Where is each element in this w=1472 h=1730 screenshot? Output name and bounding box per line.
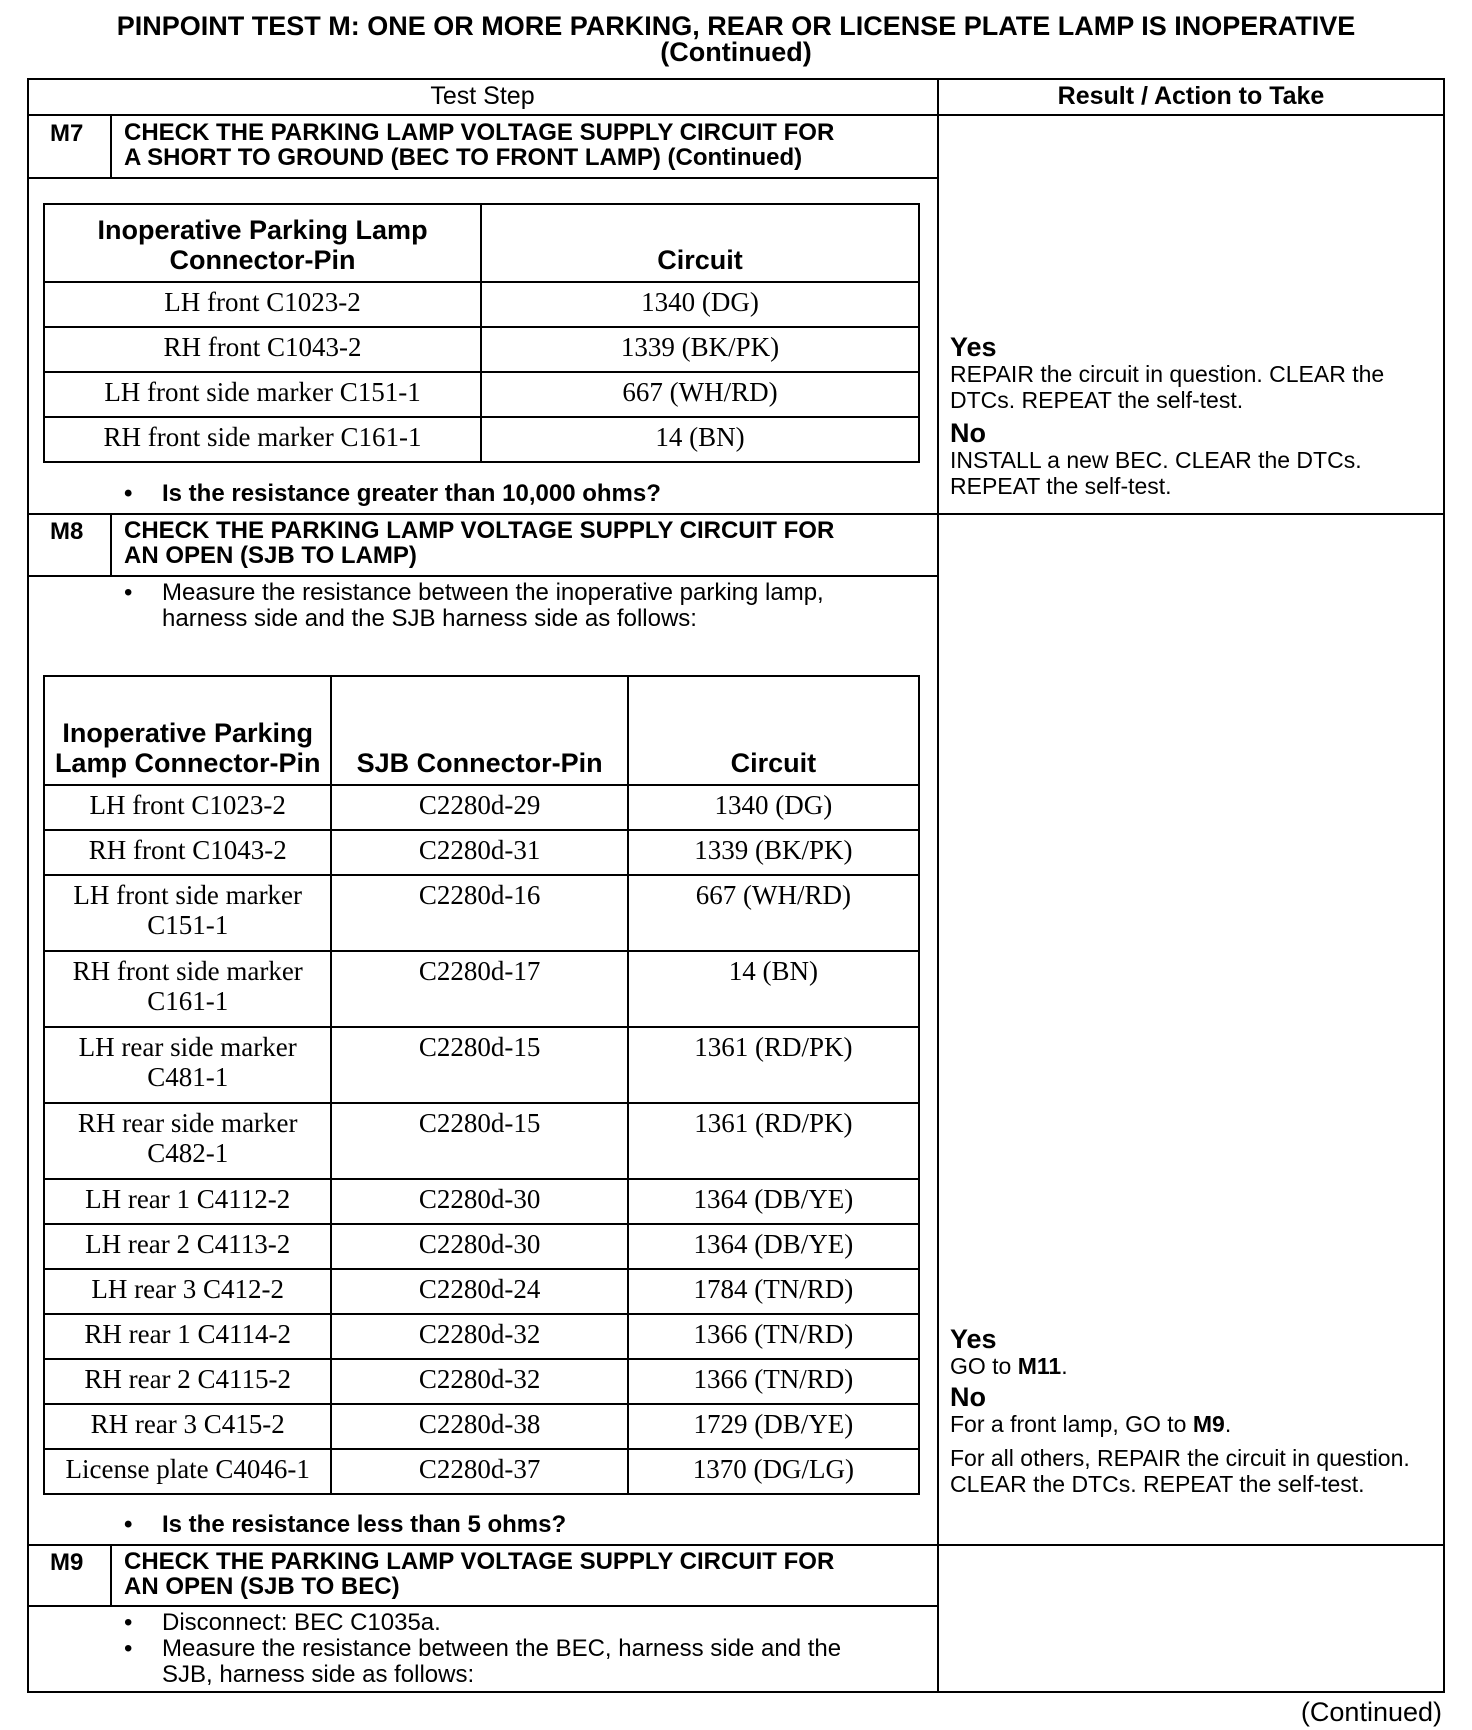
- m8-cell-lamp: LH rear 3 C412-2: [44, 1269, 331, 1314]
- m8-col-circuit-header: Circuit: [628, 676, 919, 785]
- page-subtitle: (Continued): [660, 37, 812, 67]
- step-title-m7-line1: CHECK THE PARKING LAMP VOLTAGE SUPPLY CIRCUIT FOR: [124, 119, 835, 146]
- m8-cell-circuit: 1364 (DB/YE): [628, 1179, 919, 1224]
- table-row: [44, 951, 919, 1027]
- m7-question-text: Is the resistance greater than 10,000 ohms?: [162, 480, 661, 507]
- m7-id-divider: [110, 114, 112, 178]
- m8-cell-circuit: 1784 (TN/RD): [628, 1269, 919, 1314]
- m7-no-text: INSTALL a new BEC. CLEAR the DTCs. REPEAT the self-test.: [950, 447, 1362, 499]
- header-divider: [27, 114, 1445, 116]
- m8-instruction-text: [162, 580, 824, 632]
- m8-cell-sjb: C2280d-29: [331, 785, 627, 830]
- m8-col-sjb-header: SJB Connector-Pin: [331, 676, 627, 785]
- m8-cell-circuit: 1370 (DG/LG): [628, 1449, 919, 1494]
- m8-no-ref: M9: [1192, 1411, 1225, 1437]
- m8-id-divider: [110, 513, 112, 576]
- m8-cell-lamp: RH front side marker C161-1: [44, 951, 331, 1027]
- m8-cell-circuit: 1364 (DB/YE): [628, 1224, 919, 1269]
- test-step-header: Test Step: [430, 82, 535, 110]
- bullet-icon: •: [124, 579, 133, 606]
- m9-bullet-2-line2: SJB, harness side as follows:: [162, 1661, 475, 1688]
- table-row: [44, 1404, 919, 1449]
- m8-cell-sjb: C2280d-24: [331, 1269, 627, 1314]
- m8-cell-circuit: 1366 (TN/RD): [628, 1314, 919, 1359]
- table-row: [44, 1103, 919, 1179]
- m7-cell-connector: RH front C1043-2: [44, 327, 481, 372]
- m8-cell-sjb: C2280d-30: [331, 1179, 627, 1224]
- m7-yes-label: Yes: [950, 332, 997, 362]
- table-row: [44, 1314, 919, 1359]
- m8-row-divider: [27, 1544, 1445, 1546]
- m8-cell-sjb: C2280d-17: [331, 951, 627, 1027]
- step-id-m9: M9: [50, 1549, 84, 1576]
- m8-cell-circuit: 1339 (BK/PK): [628, 830, 919, 875]
- m8-cell-sjb: C2280d-31: [331, 830, 627, 875]
- m7-result: [950, 333, 1440, 499]
- table-row: [44, 327, 919, 372]
- m7-no-label: No: [950, 418, 986, 448]
- m8-yes-ref: M11: [1017, 1353, 1062, 1379]
- table-row: [44, 1269, 919, 1314]
- step-title-m9-line1: CHECK THE PARKING LAMP VOLTAGE SUPPLY CIRCUIT FOR: [124, 1548, 835, 1575]
- m8-cell-lamp: License plate C4046-1: [44, 1449, 331, 1494]
- bullet-icon: •: [124, 1635, 133, 1662]
- step-id-m7: M7: [50, 120, 84, 147]
- m7-cell-circuit: 1339 (BK/PK): [481, 327, 919, 372]
- m8-yes-post: .: [1061, 1353, 1068, 1379]
- m8-yes-text: [950, 1353, 1440, 1379]
- m8-cell-sjb: C2280d-37: [331, 1449, 627, 1494]
- m8-cell-lamp: LH rear side marker C481-1: [44, 1027, 331, 1103]
- m8-cell-lamp: LH front side marker C151-1: [44, 875, 331, 951]
- m7-cell-connector: LH front C1023-2: [44, 282, 481, 327]
- m8-cell-lamp: LH rear 2 C4113-2: [44, 1224, 331, 1269]
- m7-col-circuit-header: Circuit: [481, 204, 919, 282]
- m8-cell-sjb: C2280d-16: [331, 875, 627, 951]
- m8-cell-lamp: RH rear 3 C415-2: [44, 1404, 331, 1449]
- m7-cell-circuit: 1340 (DG): [481, 282, 919, 327]
- m7-cell-circuit: 14 (BN): [481, 417, 919, 462]
- m8-question: [124, 1512, 904, 1540]
- m8-yes-label: Yes: [950, 1324, 997, 1354]
- m7-row-divider: [27, 513, 1445, 515]
- m9-bullet-1: [124, 1610, 924, 1636]
- m8-cell-circuit: 1366 (TN/RD): [628, 1359, 919, 1404]
- m8-cell-lamp: RH rear 2 C4115-2: [44, 1359, 331, 1404]
- m9-title-divider: [27, 1605, 938, 1607]
- m7-connector-table: [43, 203, 920, 463]
- bullet-icon: •: [124, 1609, 133, 1636]
- bullet-icon: •: [124, 1511, 133, 1538]
- table-row: [44, 830, 919, 875]
- m7-yes-text: REPAIR the circuit in question. CLEAR the DTCs. REPEAT the self-test.: [950, 361, 1385, 413]
- m8-no-text: [950, 1411, 1440, 1437]
- m8-cell-lamp: LH front C1023-2: [44, 785, 331, 830]
- m7-cell-circuit: 667 (WH/RD): [481, 372, 919, 417]
- m8-col-lamp-header: Inoperative Parking Lamp Connector-Pin: [44, 676, 331, 785]
- m8-others-text: For all others, REPAIR the circuit in question. CLEAR the DTCs. REPEAT the self-test.: [950, 1445, 1410, 1497]
- table-row: [44, 1027, 919, 1103]
- m8-cell-sjb: C2280d-15: [331, 1103, 627, 1179]
- m9-bullet-1-text: Disconnect: BEC C1035a.: [162, 1609, 441, 1636]
- table-row: [44, 372, 919, 417]
- m7-title-divider: [27, 177, 938, 179]
- m8-cell-circuit: 1361 (RD/PK): [628, 1027, 919, 1103]
- m8-instruction-line2: harness side and the SJB harness side as follows:: [162, 605, 697, 632]
- m8-cell-lamp: RH rear 1 C4114-2: [44, 1314, 331, 1359]
- m9-bullet-2-line1: Measure the resistance between the BEC, harness side and the: [162, 1635, 842, 1662]
- m8-connector-table: [43, 675, 920, 1495]
- m8-cell-circuit: 14 (BN): [628, 951, 919, 1027]
- table-row: [44, 1449, 919, 1494]
- m8-cell-sjb: C2280d-32: [331, 1359, 627, 1404]
- m8-cell-sjb: C2280d-32: [331, 1314, 627, 1359]
- m9-bullet-2-text: [162, 1636, 841, 1688]
- table-row: [44, 1359, 919, 1404]
- m8-result: [950, 1325, 1440, 1497]
- m8-cell-circuit: 1340 (DG): [628, 785, 919, 830]
- m9-bullet-2: [124, 1636, 924, 1688]
- result-header: Result / Action to Take: [1057, 82, 1325, 110]
- footer-continued: (Continued): [1300, 1697, 1442, 1727]
- step-title-m8-line1: CHECK THE PARKING LAMP VOLTAGE SUPPLY CIRCUIT FOR: [124, 517, 835, 544]
- table-row: [44, 282, 919, 327]
- m8-no-pre: For a front lamp, GO to: [950, 1411, 1193, 1437]
- m8-title-divider: [27, 575, 938, 577]
- table-row: [44, 1179, 919, 1224]
- m8-no-label: No: [950, 1382, 986, 1412]
- step-title-m7-line2: A SHORT TO GROUND (BEC TO FRONT LAMP) (Continued): [124, 144, 803, 171]
- m7-cell-connector: LH front side marker C151-1: [44, 372, 481, 417]
- column-divider: [937, 78, 939, 1693]
- m8-instruction: [124, 580, 924, 632]
- step-id-m8: M8: [50, 518, 84, 545]
- m8-cell-sjb: C2280d-30: [331, 1224, 627, 1269]
- m8-cell-circuit: 667 (WH/RD): [628, 875, 919, 951]
- table-row: [44, 1224, 919, 1269]
- page-title: PINPOINT TEST M: ONE OR MORE PARKING, REAR OR LICENSE PLATE LAMP IS INOPERATIVE: [116, 11, 1356, 41]
- table-row: [44, 785, 919, 830]
- step-title-m9-line2: AN OPEN (SJB TO BEC): [124, 1573, 400, 1600]
- m8-cell-lamp: RH front C1043-2: [44, 830, 331, 875]
- m9-id-divider: [110, 1544, 112, 1606]
- m8-cell-circuit: 1361 (RD/PK): [628, 1103, 919, 1179]
- m8-cell-circuit: 1729 (DB/YE): [628, 1404, 919, 1449]
- m8-instruction-line1: Measure the resistance between the inoperative parking lamp,: [162, 579, 824, 606]
- m8-no-post: .: [1224, 1411, 1232, 1437]
- m7-col-connector-header: Inoperative Parking Lamp Connector-Pin: [44, 204, 481, 282]
- m8-cell-sjb: C2280d-15: [331, 1027, 627, 1103]
- m8-cell-lamp: LH rear 1 C4112-2: [44, 1179, 331, 1224]
- m8-question-text: Is the resistance less than 5 ohms?: [162, 1511, 567, 1538]
- table-row: [44, 875, 919, 951]
- step-title-m8-line2: AN OPEN (SJB TO LAMP): [124, 542, 417, 569]
- m8-yes-pre: GO to: [950, 1353, 1018, 1379]
- table-row: [44, 417, 919, 462]
- m8-cell-lamp: RH rear side marker C482-1: [44, 1103, 331, 1179]
- bullet-icon: •: [124, 480, 133, 507]
- m8-cell-sjb: C2280d-38: [331, 1404, 627, 1449]
- m7-cell-connector: RH front side marker C161-1: [44, 417, 481, 462]
- m7-question: [124, 481, 904, 509]
